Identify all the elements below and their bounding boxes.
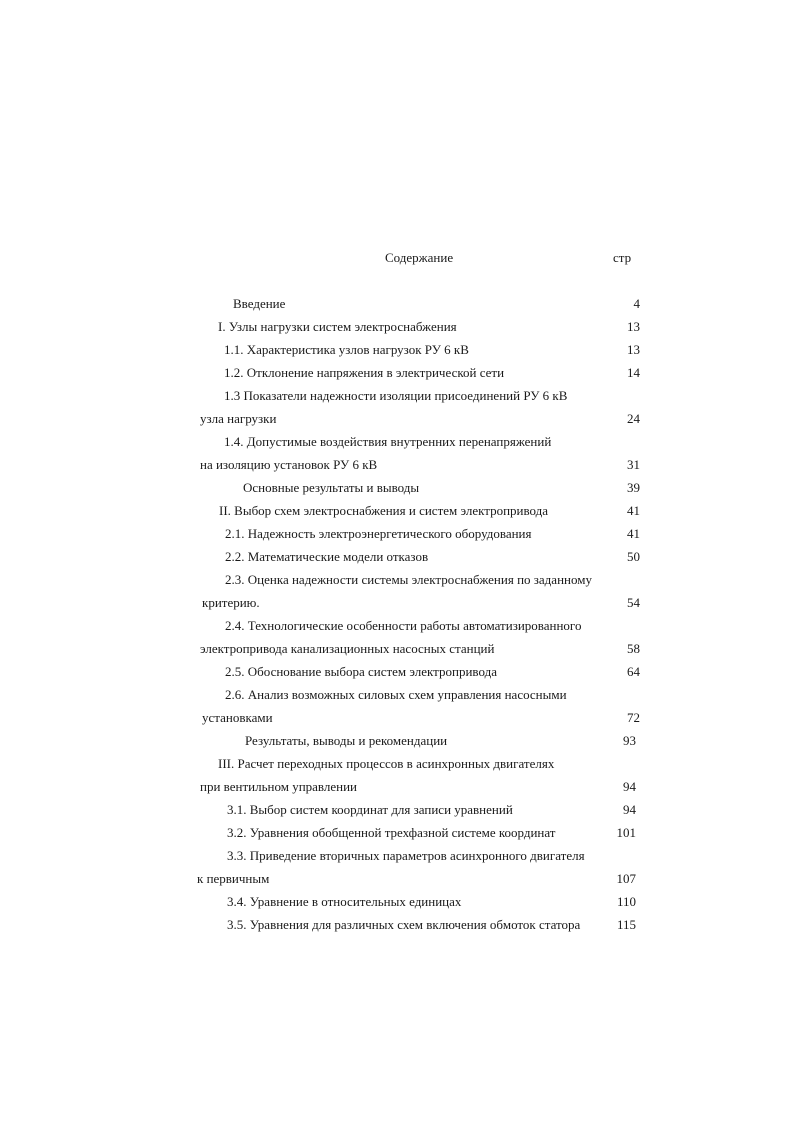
toc-entry-text: 2.2. Математические модели отказов — [225, 549, 429, 564]
toc-entry-text: II. Выбор схем электроснабжения и систем электропривода — [219, 503, 549, 518]
toc-entry-page: 4 — [633, 296, 640, 311]
toc-entry-text: к первичным — [197, 871, 270, 886]
toc-entry-text: 1.4. Допустимые воздействия внутренних перенапряжений — [224, 434, 552, 449]
toc-entry-text: 2.1. Надежность электроэнергетического оборудования — [225, 526, 532, 541]
toc-entry-text: 2.6. Анализ возможных силовых схем управления насосными — [225, 687, 567, 702]
toc-entry-page: 101 — [616, 825, 636, 840]
toc-entry-page: 24 — [627, 411, 640, 426]
toc-entry-page: 110 — [616, 894, 636, 909]
toc-entry-page: 13 — [627, 342, 640, 357]
toc-entry-page: 41 — [627, 526, 640, 541]
toc-entry-text: 3.3. Приведение вторичных параметров асинхронного двигателя — [227, 848, 585, 863]
toc-entry-text: III. Расчет переходных процессов в асинхронных двигателях — [218, 756, 555, 771]
toc-entry-page: 94 — [623, 779, 636, 794]
toc-entry-page: 31 — [627, 457, 640, 472]
toc-entry-text: I. Узлы нагрузки систем электроснабжения — [218, 319, 457, 334]
toc-entry-text: 2.4. Технологические особенности работы автоматизированного — [225, 618, 582, 633]
toc-entry-text: критерию. — [202, 595, 260, 610]
contents-title: Содержание — [385, 250, 454, 265]
toc-entry-page: 115 — [616, 917, 636, 932]
toc-entry-page: 93 — [623, 733, 636, 748]
toc-entry-text: узла нагрузки — [200, 411, 277, 426]
toc-entry-text: 2.3. Оценка надежности системы электроснабжения по заданному — [225, 572, 592, 587]
toc-entry-page: 14 — [627, 365, 640, 380]
toc-entry-text: установками — [202, 710, 273, 725]
toc-entry-text: на изоляцию установок РУ 6 кВ — [200, 457, 378, 472]
toc-entry-text: 1.3 Показатели надежности изоляции присоединений РУ 6 кВ — [224, 388, 568, 403]
toc-entry-text: Введение — [233, 296, 286, 311]
toc-entry-text: 1.1. Характеристика узлов нагрузок РУ 6 кВ — [224, 342, 469, 357]
toc-entry-page: 107 — [616, 871, 636, 886]
toc-entry-text: 3.2. Уравнения обобщенной трехфазной системе координат — [227, 825, 556, 840]
toc-entry-text: 3.4. Уравнение в относительных единицах — [227, 894, 462, 909]
toc-entry-page: 64 — [627, 664, 640, 679]
toc-entry-text: 3.1. Выбор систем координат для записи уравнений — [227, 802, 513, 817]
toc-entry-page: 41 — [627, 503, 640, 518]
toc-entry-text: 2.5. Обоснование выбора систем электропривода — [225, 664, 497, 679]
toc-entry-page: 39 — [627, 480, 640, 495]
page-column-label: стр — [613, 250, 632, 265]
toc-entry-text: 1.2. Отклонение напряжения в электрической сети — [224, 365, 505, 380]
toc-entry-page: 94 — [623, 802, 636, 817]
toc-entry-text: 3.5. Уравнения для различных схем включения обмоток статора — [227, 917, 581, 932]
toc-entry-page: 72 — [627, 710, 640, 725]
toc-entry-page: 58 — [627, 641, 640, 656]
toc-entry-page: 50 — [627, 549, 640, 564]
toc-entry-page: 13 — [627, 319, 640, 334]
toc-entry-text: Основные результаты и выводы — [243, 480, 420, 495]
toc-entry-page: 54 — [627, 595, 640, 610]
toc-entry-text: Результаты, выводы и рекомендации — [245, 733, 448, 748]
toc-entry-text: при вентильном управлении — [200, 779, 358, 794]
toc-entry-text: электропривода канализационных насосных станций — [200, 641, 495, 656]
